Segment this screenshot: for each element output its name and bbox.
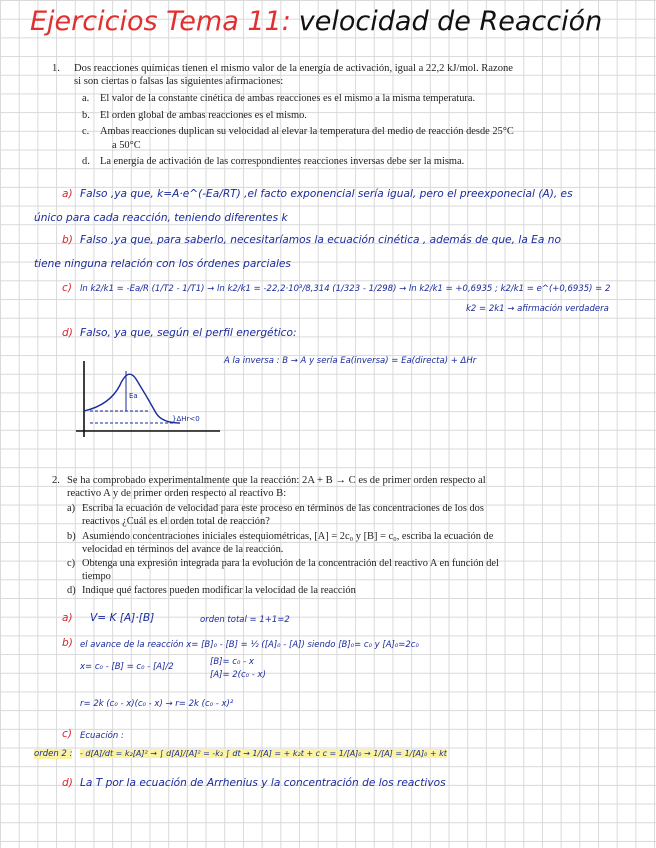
- q2-answer-d-label: d): [62, 777, 73, 789]
- q1-answer-d-line1: Falso, ya que, según el perfil energético:: [80, 327, 297, 339]
- graph-ea-label: Ea: [129, 392, 138, 400]
- q2-option-text: Asumiendo concentraciones iniciales estequiométricas, [A] = 2c₀ y [B] = c₀, escriba la ecuación de: [82, 531, 494, 542]
- q2-answer-d-text: La T por la ecuación de Arrhenius y la concentración de los reactivos: [80, 777, 446, 789]
- q1-answer-b-label: b): [62, 234, 73, 246]
- q1-answer-d-label: d): [62, 327, 73, 339]
- q2-option-text: Obtenga una expresión integrada para la evolución de la concentración del reactivo A en función del: [82, 558, 499, 569]
- graph-dh-label: }ΔHr<0: [172, 415, 200, 423]
- q1-option-text: El valor de la constante cinética de ambas reacciones es el mismo a la misma temperatura.: [100, 93, 476, 104]
- q2-number: 2.: [52, 475, 60, 486]
- q2-answer-c-order: orden 2 :: [34, 749, 73, 759]
- q1-answer-b-line1: Falso ,ya que, para saberlo, necesitaríamos la ecuación cinética , además de que, la Ea no: [80, 234, 561, 246]
- q1-intro-line2: si son ciertas o falsas las siguientes afirmaciones:: [74, 76, 284, 87]
- q2-option-text-cont: velocidad en términos del avance de la reacción.: [82, 544, 284, 555]
- q2-answer-b-line2c: [A]= 2(c₀ - x): [210, 670, 266, 680]
- q2-answer-b-line2b: [B]= c₀ - x: [210, 657, 254, 667]
- q2-option-letter: d): [67, 585, 76, 596]
- q2-answer-b-line2a: x= c₀ - [B] = c₀ - [A]/2: [80, 662, 174, 672]
- q1-option-letter: a.: [82, 93, 90, 104]
- q2-option-letter: a): [67, 503, 76, 514]
- page-title: [30, 6, 602, 37]
- title-red-part: Ejercicios Tema 11:: [30, 6, 291, 37]
- q2-intro-line1: Se ha comprobado experimentalmente que la reacción: 2A + B → C es de primer orden respecto al: [67, 475, 486, 486]
- q1-option-letter: d.: [82, 156, 90, 167]
- q1-option-text-cont: a 50°C: [112, 140, 141, 151]
- q2-answer-c-label: c): [62, 728, 72, 740]
- q1-intro-line1: Dos reacciones químicas tienen el mismo valor de la energía de activación, igual a 22,2 kJ/mol. Razone: [74, 63, 514, 74]
- q2-answer-c-head: Ecuación :: [80, 731, 124, 741]
- q1-option-letter: b.: [82, 110, 90, 121]
- q1-number: 1.: [52, 63, 60, 74]
- q1-answer-c-line2: k2 = 2k1 → afirmación verdadera: [466, 304, 609, 314]
- q2-answer-a-text: V= K [A]·[B]: [90, 612, 155, 624]
- q1-option-letter: c.: [82, 126, 90, 137]
- q1-answer-d-note: A la inversa : B → A y sería Ea(inversa) = Ea(directa) + ΔHr: [224, 356, 477, 366]
- q2-answer-c-equation: - d[A]/dt = k₂[A]² → ∫ d[A]/[A]² = -k₂ ∫ dt → 1/[A] = + k₂t + c c = 1/[A]₀ → 1/[A] = 1/[A]₀ + kt: [80, 749, 447, 758]
- q2-answer-b-line1: el avance de la reacción x= [B]₀ - [B] = ½ ([A]₀ - [A]) siendo [B]₀= c₀ y [A]₀=2c₀: [80, 640, 419, 650]
- q2-answer-a-order: orden total = 1+1=2: [200, 615, 290, 625]
- q2-option-letter: b): [67, 531, 76, 542]
- q1-answer-a-line2: único para cada reacción, teniendo diferentes k: [34, 212, 288, 224]
- energy-profile-graph: [70, 355, 230, 450]
- title-black-part: velocidad de Reacción: [298, 6, 603, 37]
- q1-answer-c-label: c): [62, 282, 72, 294]
- q2-option-text-cont: tiempo: [82, 571, 111, 582]
- q2-answer-b-label: b): [62, 637, 73, 649]
- q2-option-text: Indique qué factores pueden modificar la velocidad de la reacción: [82, 585, 356, 596]
- q1-answer-a-line1: Falso ,ya que, k=A·e^(-Ea/RT) ,el facto exponencial sería igual, pero el preexponecial (A), es: [80, 188, 573, 200]
- q1-option-text: Ambas reacciones duplican su velocidad al elevar la temperatura del medio de reacción desde 25°C: [100, 126, 514, 137]
- q2-intro-line2: reactivo A y de primer orden respecto al reactivo B:: [67, 488, 287, 499]
- q2-option-letter: c): [67, 558, 76, 569]
- q1-option-text: La energía de activación de las correspondientes reacciones inversas debe ser la misma.: [100, 156, 465, 167]
- q2-option-text-cont: reactivos ¿Cuál es el orden total de reacción?: [82, 516, 270, 527]
- q2-answer-a-label: a): [62, 612, 73, 624]
- q2-answer-b-line3: r= 2k (c₀ - x)(c₀ - x) → r= 2k (c₀ - x)²: [80, 699, 234, 709]
- q1-answer-a-label: a): [62, 188, 73, 200]
- q1-answer-b-line2: tiene ninguna relación con los órdenes parciales: [34, 258, 291, 270]
- q2-option-text: Escriba la ecuación de velocidad para este proceso en términos de las concentraciones de los dos: [82, 503, 484, 514]
- q1-answer-c-line1: ln k2/k1 = -Ea/R (1/T2 - 1/T1) → ln k2/k1 = -22,2·10³/8,314 (1/323 - 1/298) → ln k2/k1 = +0,6935 ; k2/k1 = e^(+0,6935) = 2: [80, 284, 611, 294]
- q1-option-text: El orden global de ambas reacciones es el mismo.: [100, 110, 307, 121]
